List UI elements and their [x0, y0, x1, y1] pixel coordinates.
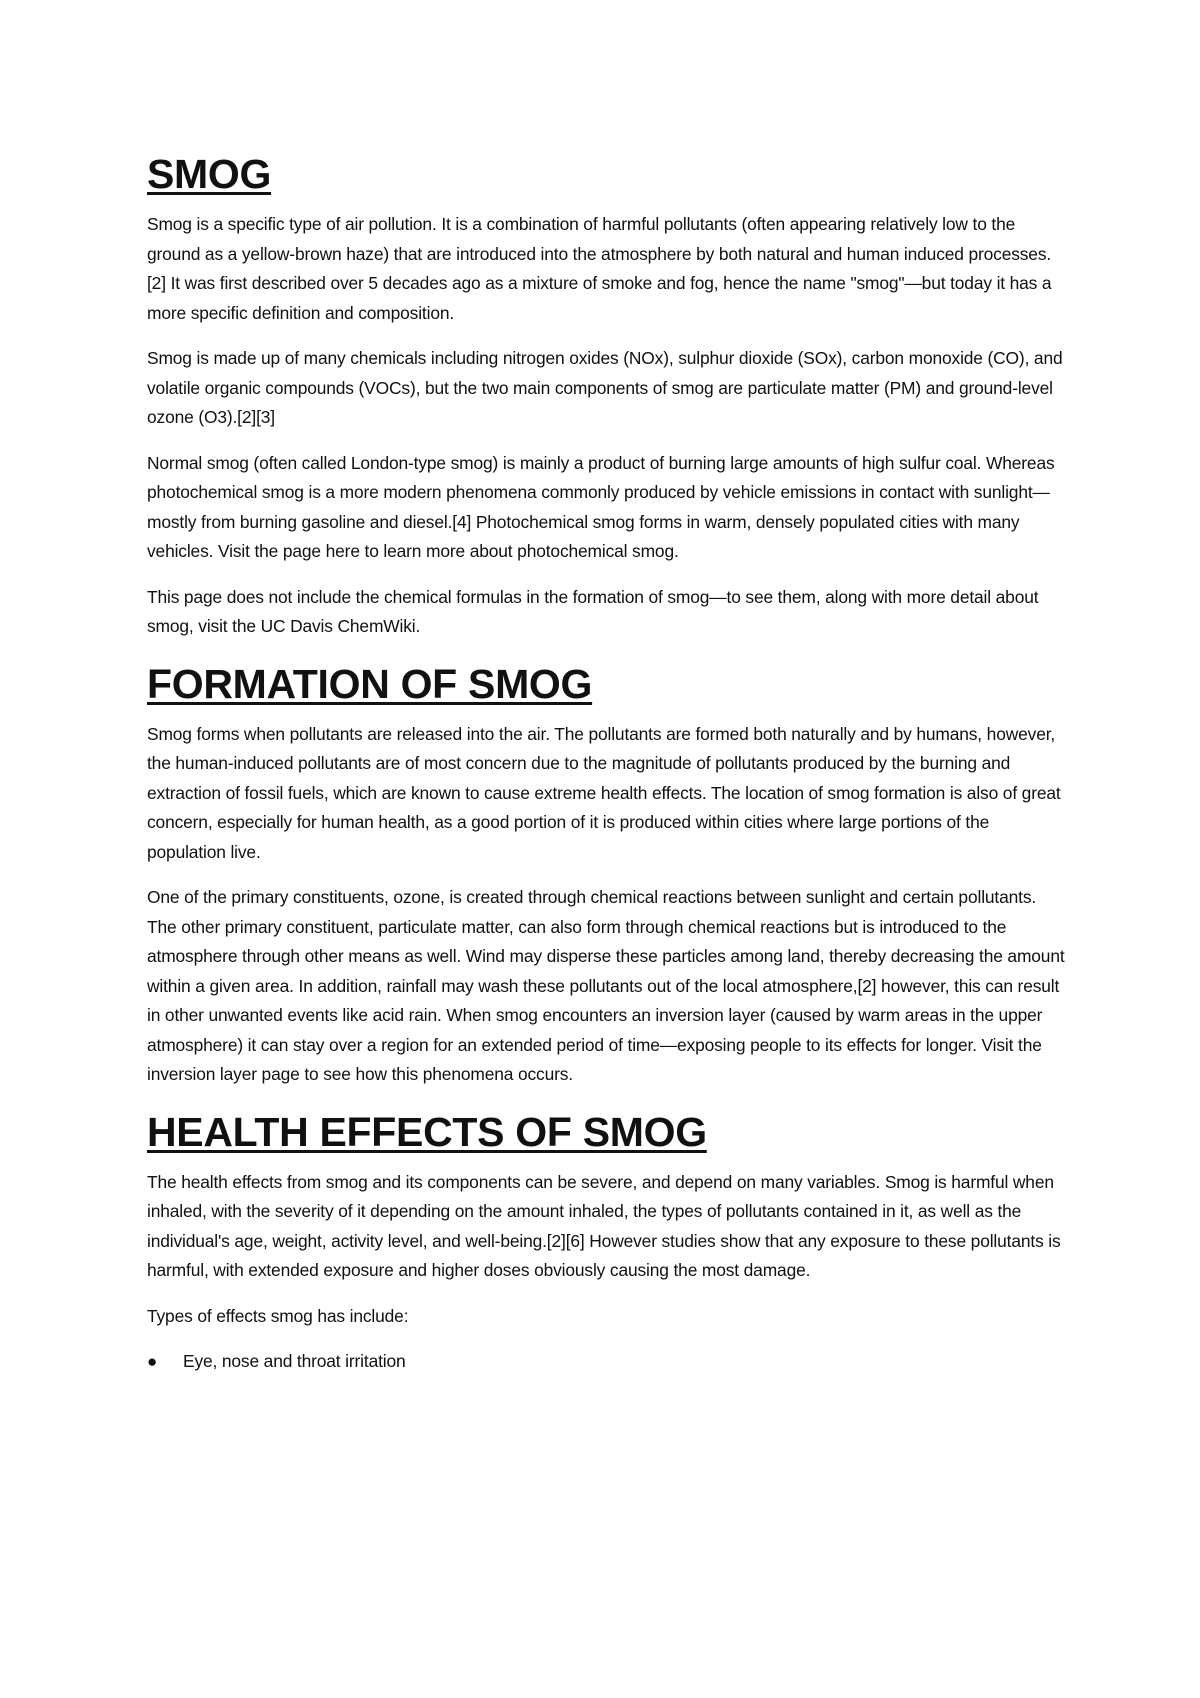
- list-item-text: Eye, nose and throat irritation: [183, 1351, 406, 1371]
- paragraph: This page does not include the chemical formulas in the formation of smog—to see them, along with more detail about smog, visit the UC Davis ChemWiki.: [147, 586, 1039, 636]
- paragraph: Normal smog (often called London-type smog) is mainly a product of burning large amounts of high sulfur coal. Whereas photochemical smog is a more modern phenomena commonly produced by vehicle emissions in contact with sunlight—mostly from burning gasoline and diesel.[4] Photochemical smog forms in warm, densely populated cities with many vehicles. Visit the page here to learn more about photochemical smog.: [147, 452, 1055, 561]
- paragraph: The health effects from smog and its components can be severe, and depend on many variables. Smog is harmful when inhaled, with the severity of it depending on the amount inhaled, the types of pollutants contained in it, as well as the individual's age, weight, activity level, and well-being.[2][6] However studies show that any exposure to these pollutants is harmful, with extended exposure and higher doses obviously causing the most damage.: [147, 1171, 1061, 1280]
- paragraph: Smog forms when pollutants are released into the air. The pollutants are formed both naturally and by humans, however, the human-induced pollutants are of most concern due to the magnitude of pollutants produced by the burning and extraction of fossil fuels, which are known to cause extreme health effects. The location of smog formation is also of great concern, especially for human health, as a good portion of it is produced within cities where large portions of the population live.: [147, 723, 1061, 862]
- section-heading-formation: FORMATION OF SMOG: [147, 660, 593, 707]
- section-heading-health-effects: HEALTH EFFECTS OF SMOG: [147, 1108, 707, 1155]
- bullet-icon: ●: [147, 1352, 158, 1371]
- paragraph: Smog is a specific type of air pollution. It is a combination of harmful pollutants (often appearing relatively low to the ground as a yellow-brown haze) that are introduced into the atmosphere by both natural and human induced processes.[2] It was first described over 5 decades ago as a mixture of smoke and fog, hence the name "smog"—but today it has a more specific definition and composition.: [147, 214, 1052, 323]
- paragraph: Smog is made up of many chemicals including nitrogen oxides (NOx), sulphur dioxide (SOx), carbon monoxide (CO), and volatile organic compounds (VOCs), but the two main components of smog are particulate matter (PM) and ground-level ozone (O3).[2][3]: [147, 348, 1063, 427]
- list-item: [147, 1347, 1067, 1377]
- document-page: [147, 150, 1067, 1377]
- section-heading-smog: SMOG: [147, 151, 272, 197]
- paragraph: Types of effects smog has include:: [147, 1305, 409, 1326]
- effects-list: [147, 1347, 1067, 1377]
- paragraph: One of the primary constituents, ozone, is created through chemical reactions between sunlight and certain pollutants. The other primary constituent, particulate matter, can also form through chemical reactions but is introduced to the atmosphere through other means as well. Wind may disperse these particles among land, thereby decreasing the amount within a given area. In addition, rainfall may wash these pollutants out of the local atmosphere,[2] however, this can result in other unwanted events like acid rain. When smog encounters an inversion layer (caused by warm areas in the upper atmosphere) it can stay over a region for an extended period of time—exposing people to its effects for longer. Visit the inversion layer page to see how this phenomena occurs.: [147, 887, 1065, 1084]
